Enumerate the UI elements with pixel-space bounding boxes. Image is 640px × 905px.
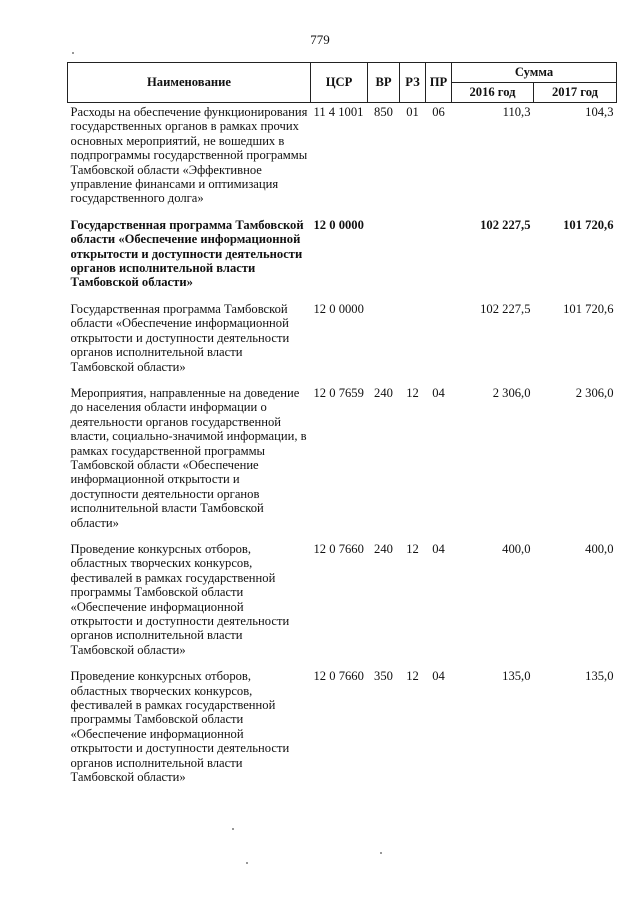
cell-amount-2017: 135,0 [585, 669, 614, 684]
cell-pr: 04 [432, 385, 445, 400]
cell-csr: 11 4 1001 [313, 105, 364, 119]
cell-pr [426, 216, 452, 300]
table-row [68, 384, 617, 540]
cell-csr: 12 0 7659 [313, 385, 364, 400]
header-year-2017: 2017 год [534, 83, 617, 103]
cell-rz [400, 300, 426, 384]
cell-amount-2016: 110,3 [502, 105, 531, 119]
cell-vr: 240 [374, 541, 393, 556]
page-number: 779 [310, 32, 330, 47]
scan-speck [72, 52, 74, 54]
table-row [68, 540, 617, 667]
cell-rz [400, 216, 426, 300]
scan-speck [246, 862, 248, 864]
cell-name: Мероприятия, направленные на доведение до населения области информации о деятельности органов государственной власти, социально-значимой информации, в рамках государственной программы Тамбовской области «Обеспечение информационной открытости и доступности деятельности органов исполнительной власти Тамбовской области» [70, 385, 307, 530]
cell-csr: 12 0 0000 [313, 217, 364, 232]
cell-amount-2016: 2 306,0 [492, 385, 531, 400]
table-row [68, 667, 617, 794]
header-year-2016: 2016 год [452, 83, 534, 103]
cell-csr: 12 0 7660 [313, 669, 364, 684]
cell-amount-2016: 102 227,5 [480, 301, 531, 316]
cell-pr: 06 [432, 105, 445, 119]
cell-name: Расходы на обеспечение функционирования государственных органов в рамках прочих основных мероприятий, не вошедших в подпрограммы государственной программы Тамбовской области «Эффективное управление финансами и оптимизация государственного долга» [70, 105, 308, 206]
table-row [68, 300, 617, 384]
cell-rz: 01 [406, 105, 419, 119]
cell-pr: 04 [432, 541, 445, 556]
cell-amount-2017: 400,0 [585, 541, 614, 556]
cell-amount-2017: 2 306,0 [575, 385, 614, 400]
table-row [68, 103, 617, 216]
table-body [68, 103, 617, 795]
cell-name: Государственная программа Тамбовской области «Обеспечение информационной открытости и доступности деятельности органов исполнительной власти Тамбовской области» [70, 217, 304, 290]
table-header [68, 63, 617, 103]
cell-amount-2017: 101 720,6 [563, 301, 614, 316]
cell-csr: 12 0 0000 [313, 301, 364, 316]
cell-name: Государственная программа Тамбовской области «Обеспечение информационной открытости и доступности деятельности органов исполнительной власти Тамбовской области» [70, 301, 290, 374]
cell-rz: 12 [406, 541, 419, 556]
cell-pr [426, 300, 452, 384]
header-vr: ВР [368, 63, 400, 103]
cell-vr [368, 216, 400, 300]
cell-amount-2017: 101 720,6 [563, 217, 614, 232]
header-sum: Сумма [452, 63, 617, 83]
cell-amount-2016: 102 227,5 [480, 217, 531, 232]
cell-name: Проведение конкурсных отборов, областных творческих конкурсов, фестивалей в рамках государственной программы Тамбовской области «Обеспечение информационной открытости и доступности деятельности органов исполнительной власти Тамбовской области» [70, 669, 290, 785]
cell-amount-2016: 135,0 [502, 669, 531, 684]
cell-vr: 240 [374, 385, 393, 400]
cell-rz: 12 [406, 669, 419, 684]
budget-table [67, 62, 617, 794]
cell-rz: 12 [406, 385, 419, 400]
cell-vr [368, 300, 400, 384]
cell-vr: 850 [374, 105, 393, 119]
scan-speck [380, 852, 382, 854]
cell-amount-2017: 104,3 [585, 105, 614, 119]
cell-pr: 04 [432, 669, 445, 684]
header-name: Наименование [68, 63, 311, 103]
cell-vr: 350 [374, 669, 393, 684]
scan-speck [232, 828, 234, 830]
cell-name: Проведение конкурсных отборов, областных творческих конкурсов, фестивалей в рамках государственной программы Тамбовской области «Обеспечение информационной открытости и доступности деятельности органов исполнительной власти Тамбовской области» [70, 541, 290, 657]
cell-csr: 12 0 7660 [313, 541, 364, 556]
header-pr: ПР [426, 63, 452, 103]
table-row [68, 216, 617, 300]
header-rz: РЗ [400, 63, 426, 103]
cell-amount-2016: 400,0 [502, 541, 531, 556]
header-csr: ЦСР [311, 63, 368, 103]
